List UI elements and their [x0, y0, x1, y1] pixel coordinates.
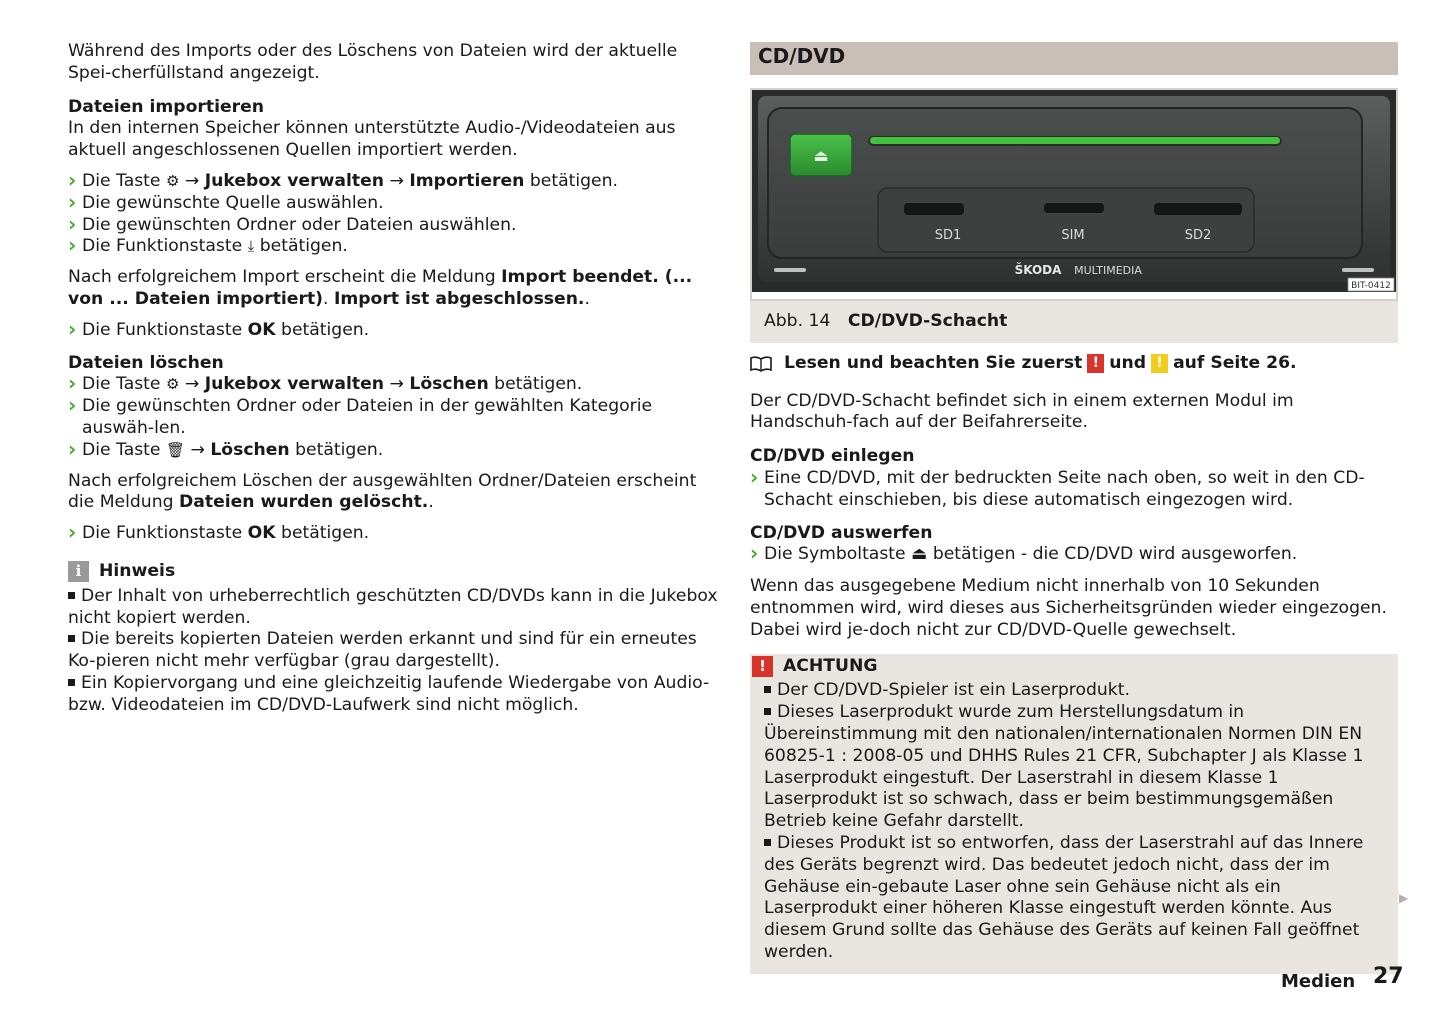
achtung-box: [750, 654, 1398, 974]
sd2-slot: [1154, 203, 1242, 215]
achtung-item: [764, 702, 1384, 833]
step-text: Die Funktionstaste: [82, 236, 243, 257]
delete-step-2: › Die gewünschten Ordner oder Dateien in der gewählten Kategorie auswäh-len.: [68, 396, 718, 440]
right-column: [750, 40, 1398, 974]
delete-ok-step: [68, 523, 718, 545]
menu-loeschen: Löschen: [409, 374, 489, 395]
sim-slot: [1044, 203, 1104, 213]
warning-icon: !: [752, 656, 773, 677]
note-heading: Hinweis: [99, 560, 176, 581]
insert-heading: CD/DVD einlegen: [750, 446, 915, 467]
eject-step: [750, 544, 1398, 566]
disc-slot-light: [870, 137, 1280, 144]
continue-arrow-icon: ▶: [1399, 891, 1409, 905]
read-first-text: Lesen und beachten Sie zuerst: [784, 352, 1083, 373]
arrow: →: [184, 170, 200, 191]
slot-label-sim: SIM: [1061, 228, 1085, 243]
arrow: →: [389, 170, 404, 191]
warning-icon: !: [1087, 354, 1104, 373]
step-text: Die Symboltaste: [764, 544, 906, 565]
punct: .: [428, 492, 434, 513]
import-icon: ⤓: [247, 237, 255, 256]
slot-label-sd2: SD2: [1184, 228, 1212, 243]
menu-jukebox-verwalten: Jukebox verwalten: [204, 170, 385, 191]
ok-icon: OK: [247, 319, 276, 340]
achtung-text: Dieses Laserprodukt wurde zum Herstellungsdatum in Übereinstimmung mit den nationalen/internationalen Normen DIN EN 60825-1 : 2008-05 und DHHS Rules 21 CFR, Subchapter J als Klasse 1 Laserprodukt eingestuft. Der Laserstrahl in diesem Klasse 1 Laserprodukt ist so schwach, dass er beim bestimmungsgemäßen Betrieb keine Gefahr darstellt.: [764, 702, 1364, 832]
result-text: Nach erfolgreichem Import erscheint die Meldung: [68, 267, 496, 288]
punct: .: [323, 288, 329, 309]
caution-icon: !: [1151, 354, 1168, 373]
left-column: [68, 40, 718, 717]
import-step-3: › Die gewünschten Ordner oder Dateien auswählen.: [68, 215, 718, 237]
caption-title: CD/DVD-Schacht: [847, 310, 1008, 331]
brand-sub-text: MULTIMEDIA: [1074, 264, 1142, 277]
import-ok-step: [68, 320, 718, 342]
step-text: Die Taste: [82, 374, 161, 395]
import-step-1: [68, 171, 718, 193]
delete-step-1: [68, 374, 718, 396]
note-text: Die bereits kopierten Dateien werden erkannt und sind für ein erneutes Ko-pieren nicht mehr verfügbar (grau dargestellt).: [68, 629, 697, 672]
note-item: [68, 673, 718, 717]
message-import-beendet: Import beendet. (... von ... Dateien importiert): [68, 267, 693, 309]
bullet-icon: [68, 679, 75, 686]
note-text: Ein Kopiervorgang und eine gleichzeitig laufende Wiedergabe von Audio- bzw. Videodateien im CD/DVD-Laufwerk sind nicht möglich.: [68, 672, 710, 715]
step-text: Die Taste: [82, 439, 161, 460]
eject-icon: ⏏: [813, 146, 829, 165]
read-first-page-ref: auf Seite 26.: [1173, 352, 1297, 373]
trash-icon: 🗑: [165, 440, 186, 459]
eject-heading: CD/DVD auswerfen: [750, 522, 933, 543]
step-text: betätigen.: [529, 170, 618, 191]
timeout-text: Wenn das ausgegebene Medium nicht innerhalb von 10 Sekunden entnommen wird, wird dieses aus Sicherheitsgründen wieder eingezogen. Dabei wird je-doch nicht zur CD/DVD-Quelle gewechselt.: [750, 576, 1387, 640]
menu-loeschen: Löschen: [210, 439, 290, 460]
right-intro: Der CD/DVD-Schacht befindet sich in einem externen Modul im Handschuh-fach auf der Beifahrerseite.: [750, 390, 1294, 433]
slot-label-sd1: SD1: [934, 228, 962, 243]
section-title: CD/DVD: [750, 42, 1398, 75]
caption-number: Abb. 14: [764, 310, 831, 331]
step-text: Die Taste: [82, 170, 161, 191]
settings-icon: ⚙: [165, 375, 180, 394]
ok-icon: OK: [247, 523, 276, 544]
arrow: →: [184, 374, 200, 395]
note-list: [68, 586, 718, 717]
cd-dvd-module-illustration: [752, 90, 1396, 292]
bullet-icon: [764, 839, 771, 846]
result-text: Nach erfolgreichem Löschen der ausgewählten Ordner/Dateien erscheint die Meldung: [68, 470, 697, 513]
bullet-icon: [68, 592, 75, 599]
step-text: Die Funktionstaste: [82, 523, 243, 544]
message-import-abgeschlossen: Import ist abgeschlossen.: [333, 288, 585, 309]
brand-logo-text: ŠKODA: [1014, 263, 1062, 277]
arrow: →: [389, 374, 404, 395]
achtung-header: [752, 656, 1384, 678]
achtung-item: [764, 833, 1384, 964]
step-text: betätigen.: [281, 523, 370, 544]
page-number: 27: [1373, 964, 1404, 989]
delete-step-3: [68, 440, 718, 462]
message-dateien-geloescht: Dateien wurden gelöscht.: [178, 492, 429, 513]
eject-symbol-icon: ⏏: [911, 544, 928, 565]
achtung-list: [764, 680, 1384, 963]
achtung-text: Dieses Produkt ist so entworfen, dass der Laserstrahl auf das Innere des Geräts begrenzt wird. Das bedeutet jedoch nicht, dass der im Gehäuse ein-gebaute Laser ohne sein Gehäuse nicht als ein Laserprodukt einer höheren Klasse eingestuft werden könnte. Aus diesem Grund sollte das Gehäuse des Geräts auf keinen Fall geöffnet werden.: [764, 832, 1364, 962]
delete-steps: [68, 374, 718, 461]
figure-code: BIT-0412: [1351, 281, 1391, 291]
step-text: betätigen.: [295, 439, 384, 460]
import-result: [68, 267, 718, 311]
import-text: In den internen Speicher können unterstützte Audio-/Videodateien aus aktuell angeschlossenen Quellen importiert werden.: [68, 118, 676, 161]
bullet-icon: [68, 635, 75, 642]
step-text: betätigen - die CD/DVD wird ausgeworfen.: [932, 544, 1298, 565]
note-header: [68, 561, 718, 583]
delete-result: [68, 471, 718, 515]
import-step-2: › Die gewünschte Quelle auswählen.: [68, 193, 718, 215]
figure-caption: [750, 301, 1398, 343]
read-first-text: und: [1109, 352, 1147, 373]
delete-heading: Dateien löschen: [68, 352, 224, 373]
left-slot-mark: [774, 268, 806, 272]
info-icon: i: [68, 561, 89, 582]
import-steps: [68, 171, 718, 258]
step-text: betätigen.: [281, 319, 370, 340]
achtung-text: Der CD/DVD-Spieler ist ein Laserprodukt.: [777, 680, 1130, 701]
punct: .: [584, 288, 590, 309]
book-icon: [750, 356, 772, 372]
arrow: →: [190, 439, 205, 460]
import-step-4: [68, 236, 718, 258]
note-item: [68, 586, 718, 630]
bullet-icon: [764, 708, 771, 715]
note-text: Der Inhalt von urheberrechtlich geschützten CD/DVDs kann in die Jukebox nicht kopiert werden.: [68, 585, 718, 628]
right-slot-mark: [1342, 268, 1374, 272]
sd1-slot: [904, 203, 964, 215]
menu-jukebox-verwalten: Jukebox verwalten: [204, 374, 385, 395]
achtung-heading: ACHTUNG: [783, 655, 878, 676]
insert-step: › Eine CD/DVD, mit der bedruckten Seite nach oben, so weit in den CD-Schacht einschieben, bis diese automatisch eingezogen wird.: [750, 468, 1398, 512]
read-first-line: [750, 353, 1398, 375]
achtung-item: [764, 680, 1384, 702]
footer-section-label: Medien: [1281, 971, 1356, 992]
note-item: [68, 629, 718, 673]
import-heading: Dateien importieren: [68, 96, 265, 117]
cd-dvd-figure: [750, 88, 1398, 301]
settings-icon: ⚙: [165, 171, 180, 190]
step-text: betätigen.: [259, 236, 348, 257]
bullet-icon: [764, 686, 771, 693]
menu-importieren: Importieren: [409, 170, 525, 191]
intro-text: Während des Imports oder des Löschens von Dateien wird der aktuelle Spei-cherfüllstand angezeigt.: [68, 41, 678, 83]
step-text: betätigen.: [494, 374, 583, 395]
step-text: Die Funktionstaste: [82, 319, 243, 340]
